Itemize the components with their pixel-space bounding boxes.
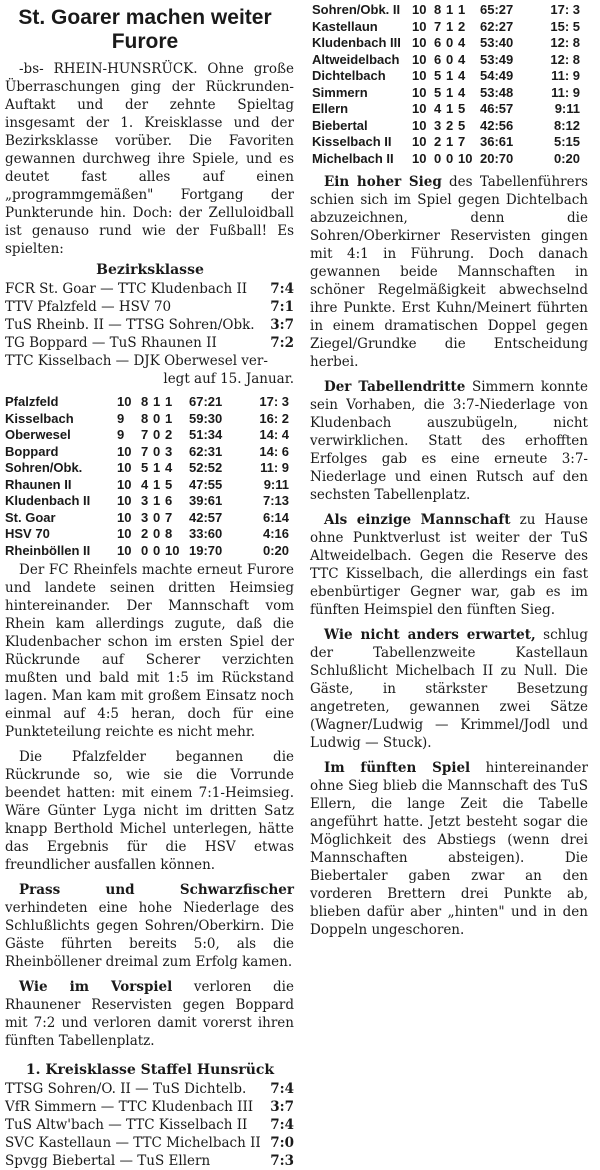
kreis-results [0, 1080, 300, 1170]
intro-paragraph: -bs- RHEIN-HUNSRÜCK. Ohne große Überraschungen ging der Rückrunden-Auftakt und der zehnte Spieltag insgesamt der 1. Kreisklasse und der Bezirksklasse vorüber. Die Favoriten gewannen durchweg ihre Spiele, und es deutet fast alles auf einen „programmgemäßen" Fortgang der Punkterunde hin. Doch: der Zelluloidball ist genauso rund wie der Fußball! Es spielten: [5, 61, 294, 257]
stat-cell: 5 [434, 68, 442, 83]
stat-cell: 6 [434, 51, 442, 67]
stat-cell: 1 [153, 493, 161, 508]
stat-cell: 10 [412, 35, 427, 50]
paragraph-lead: Wie im Vorspiel [19, 979, 173, 995]
result-row: TTC Kisselbach — DJK Oberwesel ver- [5, 353, 268, 369]
standings-row [312, 52, 580, 69]
paragraph-text: Die Pfalzfelder begannen die Rückrunde so, wie sie die Vorrunde beendet hatten: mit einem 7:1-Heimsieg. Wäre Günter Lyga nicht im dritten Satz knapp Berthold Michel unterlegen, hätte das Ergebnis für die HSV etwas freundlicher ausfallen können. [5, 749, 294, 873]
stat-cell: 1 [446, 84, 454, 100]
stat-cell: 62:27 [480, 18, 514, 34]
paragraph-lead: Ein hoher Sieg [324, 174, 442, 190]
stat-cell: 0 [153, 410, 161, 426]
stat-cell: 2 [446, 117, 454, 133]
standings-row [5, 543, 289, 560]
standings-row [5, 411, 289, 428]
team-name: Simmern [312, 84, 368, 100]
result-row: TTSG Sohren/O. II — TuS Dichtelb. 7:4 [5, 1081, 294, 1097]
stat-cell: 10 [165, 542, 180, 558]
standings-row [312, 2, 580, 19]
team-name: Sohren/Obk. [5, 460, 83, 475]
stat-cell: 9 [117, 410, 125, 426]
stat-cell: 17: 3 [259, 394, 289, 409]
stat-cell: 3 [434, 117, 442, 133]
stat-cell: 10 [412, 134, 427, 149]
stat-cell: 10 [117, 476, 132, 492]
stat-cell: 11: 9 [551, 68, 580, 83]
team-name: Rheinböllen II [5, 542, 91, 558]
article-paragraph [0, 561, 300, 741]
stat-cell: 4 [434, 101, 442, 116]
standings-row [312, 68, 580, 85]
stat-cell: 10 [117, 526, 132, 541]
article-paragraph [300, 626, 600, 752]
stat-cell: 1 [153, 476, 161, 492]
paragraph-text: Simmern konnte sein Vorhaben, die 3:7-Niederlage von Kludenbach auszubügeln, nicht verwirklichen. Statt des erhofften Erfolges gab es eine erneute 3:7-Niederlage und einen Rutsch auf den sechsten Tabellenplatz. [310, 379, 588, 503]
stat-cell: 10 [117, 443, 132, 459]
stat-cell: 3 [141, 509, 149, 525]
stat-cell: 10 [412, 101, 427, 116]
stat-cell: 0 [153, 526, 161, 541]
paragraph-text: schlug der Tabellenzweite Kastellaun Schlußlicht Michelbach II zu Null. Die Gäste, in stärkster Besetzung angetreten, gewannen zwei Sätze (Wagner/Ludwig — Krimmel/Jodl und Ludwig — Stuck). [310, 627, 588, 751]
stat-cell: 1 [446, 134, 454, 149]
article-paragraph [300, 759, 600, 939]
stat-cell: 10 [412, 117, 427, 133]
stat-cell: 10 [412, 51, 427, 67]
stat-cell: 1 [446, 101, 454, 116]
stat-cell: 10 [117, 493, 132, 508]
article-paragraph [0, 978, 300, 1050]
stat-cell: 5 [141, 460, 149, 475]
standings-row [5, 427, 289, 444]
team-name: Rhaunen II [5, 476, 72, 492]
standings-row [312, 19, 580, 36]
stat-cell: 6 [434, 35, 442, 50]
stat-cell: 12: 8 [550, 35, 580, 50]
team-name: Altweidelbach [312, 51, 400, 67]
bezirk-title: Bezirksklasse [96, 262, 204, 278]
stat-cell: 0 [153, 443, 161, 459]
stat-cell: 42:57 [189, 509, 223, 525]
stat-cell: 53:49 [480, 51, 514, 67]
stat-cell: 8 [434, 2, 442, 17]
stat-cell: 2 [141, 526, 149, 541]
stat-cell: 3 [165, 443, 173, 459]
bezirk-results [0, 280, 300, 388]
article-paragraph [0, 748, 300, 874]
stat-cell: 8:12 [553, 117, 580, 133]
stat-cell: 2 [434, 134, 442, 149]
result-row: Spvgg Biebertal — TuS Ellern 7:3 [5, 1153, 294, 1169]
stat-cell: 1 [446, 68, 454, 83]
stat-cell: 4 [458, 51, 466, 67]
stat-cell: 7 [165, 509, 173, 525]
stat-cell: 2 [165, 427, 173, 442]
standings-row [312, 134, 580, 151]
stat-cell: 0 [446, 150, 454, 166]
stat-cell: 52:52 [189, 460, 223, 475]
stat-cell: 8 [141, 410, 149, 426]
stat-cell: 10 [117, 542, 132, 558]
stat-cell: 19:70 [189, 542, 223, 558]
stat-cell: 42:56 [480, 117, 514, 133]
stat-cell: 4 [458, 84, 466, 100]
stat-cell: 9:11 [554, 101, 580, 116]
stat-cell: 14: 6 [259, 443, 289, 459]
stat-cell: 54:49 [480, 68, 514, 83]
stat-cell: 0 [141, 542, 149, 558]
stat-cell: 5 [458, 117, 466, 133]
bezirk-standings-table [5, 394, 289, 559]
paragraph-text: zu Hause ohne Punktverlust ist weiter der TuS Altweidelbach. Gegen die Reserve des TTC Kisselbach, die allerdings ein fast ebenbürtiger Gegner war, gab es im fünften Heimspiel den fünften Sieg. [310, 512, 588, 618]
team-name: Kastellaun [312, 18, 378, 34]
stat-cell: 1 [153, 460, 161, 475]
stat-cell: 1 [165, 410, 173, 426]
stat-cell: 0 [153, 509, 161, 525]
result-row: TG Boppard — TuS Rhaunen II 7:2 [5, 335, 294, 351]
team-name: Kisselbach [5, 410, 74, 426]
right-articles [300, 173, 600, 939]
team-name: St. Goar [5, 509, 56, 525]
standings-row [5, 460, 289, 477]
stat-cell: 1 [153, 394, 161, 409]
stat-cell: 7 [434, 18, 442, 34]
stat-cell: 1 [458, 2, 466, 17]
stat-cell: 0:20 [553, 150, 580, 166]
stat-cell: 7 [141, 443, 149, 459]
stat-cell: 4 [141, 476, 149, 492]
stat-cell: 10 [117, 394, 132, 409]
stat-cell: 51:34 [189, 427, 223, 442]
standings-row [5, 493, 289, 510]
team-name: Sohren/Obk. II [312, 2, 401, 17]
stat-cell: 9:11 [263, 476, 289, 492]
stat-cell: 5 [458, 101, 466, 116]
standings-row [5, 444, 289, 461]
stat-cell: 7:13 [262, 493, 289, 508]
right-column [300, 0, 600, 939]
stat-cell: 10 [117, 460, 132, 475]
stat-cell: 0 [446, 51, 454, 67]
article-paragraph [300, 511, 600, 619]
left-articles [0, 561, 300, 1050]
team-name: Pfalzfeld [5, 394, 59, 409]
stat-cell: 65:27 [480, 2, 514, 17]
paragraph-text: Der FC Rheinfels machte erneut Furore und landete seinen dritten Heimsieg hintereinander. Der Mannschaft vom Rhein kam allerdings zugute, daß die Kludenbacher schon im ersten Spiel der Rückrunde auf Scherer verzichten mußten und bald mit 1:5 im Rückstand lagen. Man kam mit großem Einsatz noch einmal auf 4:5 heran, doch für eine Punkteteilung reichte es nicht mehr. [5, 562, 294, 740]
headline: St. Goarer machen weiter Furore [18, 6, 272, 53]
team-name: Kisselbach II [312, 134, 392, 149]
stat-cell: 39:61 [189, 493, 223, 508]
result-row: TuS Altw'bach — TTC Kisselbach II 7:4 [5, 1117, 294, 1133]
paragraph-text: verloren die Rhaunener Reservisten gegen Boppard mit 7:2 und verloren damit vorerst ihren fünften Tabellenplatz. [5, 979, 294, 1049]
article-paragraph [300, 378, 600, 504]
stat-cell: 5 [165, 476, 173, 492]
stat-cell: 36:61 [480, 134, 514, 149]
stat-cell: 3 [141, 493, 149, 508]
stat-cell: 8 [165, 526, 173, 541]
stat-cell: 5 [434, 84, 442, 100]
stat-cell: 2 [458, 18, 466, 34]
standings-row [312, 85, 580, 102]
stat-cell: 9 [117, 427, 125, 442]
stat-cell: 11: 9 [551, 84, 580, 100]
team-name: Kludenbach II [5, 493, 91, 508]
team-name: Dichtelbach [312, 68, 386, 83]
stat-cell: 4 [458, 68, 466, 83]
stat-cell: 17: 3 [550, 2, 580, 17]
stat-cell: 53:40 [480, 35, 514, 50]
stat-cell: 10 [412, 84, 427, 100]
team-name: Kludenbach III [312, 35, 401, 50]
stat-cell: 0 [434, 150, 442, 166]
stat-cell: 14: 4 [259, 427, 289, 442]
result-row: TTV Pfalzfeld — HSV 70 7:1 [5, 299, 294, 315]
result-postponed: legt auf 15. Januar. [163, 371, 294, 387]
result-row: SVC Kastellaun — TTC Michelbach II 7:0 [5, 1135, 294, 1151]
stat-cell: 20:70 [480, 150, 514, 166]
standings-row [312, 35, 580, 52]
result-row: FCR St. Goar — TTC Kludenbach II 7:4 [5, 281, 294, 297]
stat-cell: 10 [412, 2, 427, 17]
stat-cell: 6 [165, 493, 173, 508]
result-row: VfR Simmern — TTC Kludenbach III 3:7 [5, 1099, 294, 1115]
stat-cell: 15: 5 [550, 18, 580, 34]
kreis-standings-table [312, 2, 580, 167]
paragraph-text: hintereinander ohne Sieg blieb die Mannschaft des TuS Ellern, die lange Zeit die Tabelle angeführt hatte. Jetzt besteht sogar die Möglichkeit des Abstiegs (wenn drei Mannschaften absteigen). Die Biebertaler gaben zwar an den vorderen Brettern drei Punkte ab, blieben dafür aber „hinten" und in den Doppeln ungeschoren. [310, 760, 588, 938]
team-name: Michelbach II [312, 150, 394, 166]
kreis-title: 1. Kreisklasse Staffel Hunsrück [25, 1062, 275, 1078]
article-paragraph [300, 173, 600, 371]
stat-cell: 8 [141, 394, 149, 409]
stat-cell: 16: 2 [259, 410, 289, 426]
stat-cell: 4 [458, 35, 466, 50]
standings-row [5, 510, 289, 527]
stat-cell: 0 [153, 542, 161, 558]
stat-cell: 10 [412, 18, 427, 34]
standings-row [5, 394, 289, 411]
stat-cell: 11: 9 [260, 460, 289, 475]
team-name: Biebertal [312, 117, 368, 133]
standings-row [5, 526, 289, 543]
stat-cell: 67:21 [189, 394, 223, 409]
team-name: Ellern [312, 101, 349, 116]
paragraph-lead: Der Tabellendritte [324, 379, 466, 395]
paragraph-text: des Tabellenführers schien sich im Spiel gegen Dichtelbach abzuzeichnen, denn die Sohren/Oberkirner Reservisten gingen mit 4:1 in Führung. Doch danach gewannen beide Mannschaften in schöner Regelmäßigkeit abwechselnd ihre Punkte. Erst Kuhn/Meinert führten in einem dramatischen Doppel gegen Ziegel/Grundke die Entscheidung herbei. [310, 174, 588, 370]
stat-cell: 7 [458, 134, 466, 149]
paragraph-lead: Im fünften Spiel [324, 760, 471, 776]
stat-cell: 46:57 [480, 101, 514, 116]
paragraph-lead: Prass und Schwarzfischer [19, 882, 294, 898]
stat-cell: 1 [446, 18, 454, 34]
stat-cell: 10 [117, 509, 132, 525]
stat-cell: 10 [458, 150, 473, 166]
stat-cell: 0:20 [262, 542, 289, 558]
stat-cell: 10 [412, 150, 427, 166]
article-paragraph [0, 881, 300, 971]
stat-cell: 1 [165, 394, 173, 409]
team-name: Boppard [5, 443, 59, 459]
stat-cell: 62:31 [189, 443, 223, 459]
standings-row [312, 101, 580, 118]
stat-cell: 10 [412, 68, 427, 83]
stat-cell: 5:15 [553, 134, 580, 149]
paragraph-lead: Als einzige Mannschaft [324, 512, 511, 528]
paragraph-text: verhindeten eine hohe Niederlage des Schlußlichts gegen Sohren/Oberkirn. Die Gäste führten bereits 5:0, als die Rheinböllener dreimal zum Erfolg kamen. [5, 900, 294, 970]
stat-cell: 7 [141, 427, 149, 442]
team-name: Oberwesel [5, 427, 71, 442]
standings-row [312, 118, 580, 135]
stat-cell: 47:55 [189, 476, 223, 492]
stat-cell: 6:14 [262, 509, 289, 525]
standings-row [312, 151, 580, 168]
stat-cell: 1 [446, 2, 454, 17]
result-row: TuS Rheinb. II — TTSG Sohren/Obk. 3:7 [5, 317, 294, 333]
stat-cell: 53:48 [480, 84, 514, 100]
stat-cell: 0 [153, 427, 161, 442]
stat-cell: 4 [165, 460, 173, 475]
standings-row [5, 477, 289, 494]
stat-cell: 0 [446, 35, 454, 50]
stat-cell: 4:16 [262, 526, 289, 541]
stat-cell: 12: 8 [550, 51, 580, 67]
team-name: HSV 70 [5, 526, 50, 541]
paragraph-lead: Wie nicht anders erwartet, [324, 627, 536, 643]
stat-cell: 59:30 [189, 410, 223, 426]
stat-cell: 33:60 [189, 526, 223, 541]
